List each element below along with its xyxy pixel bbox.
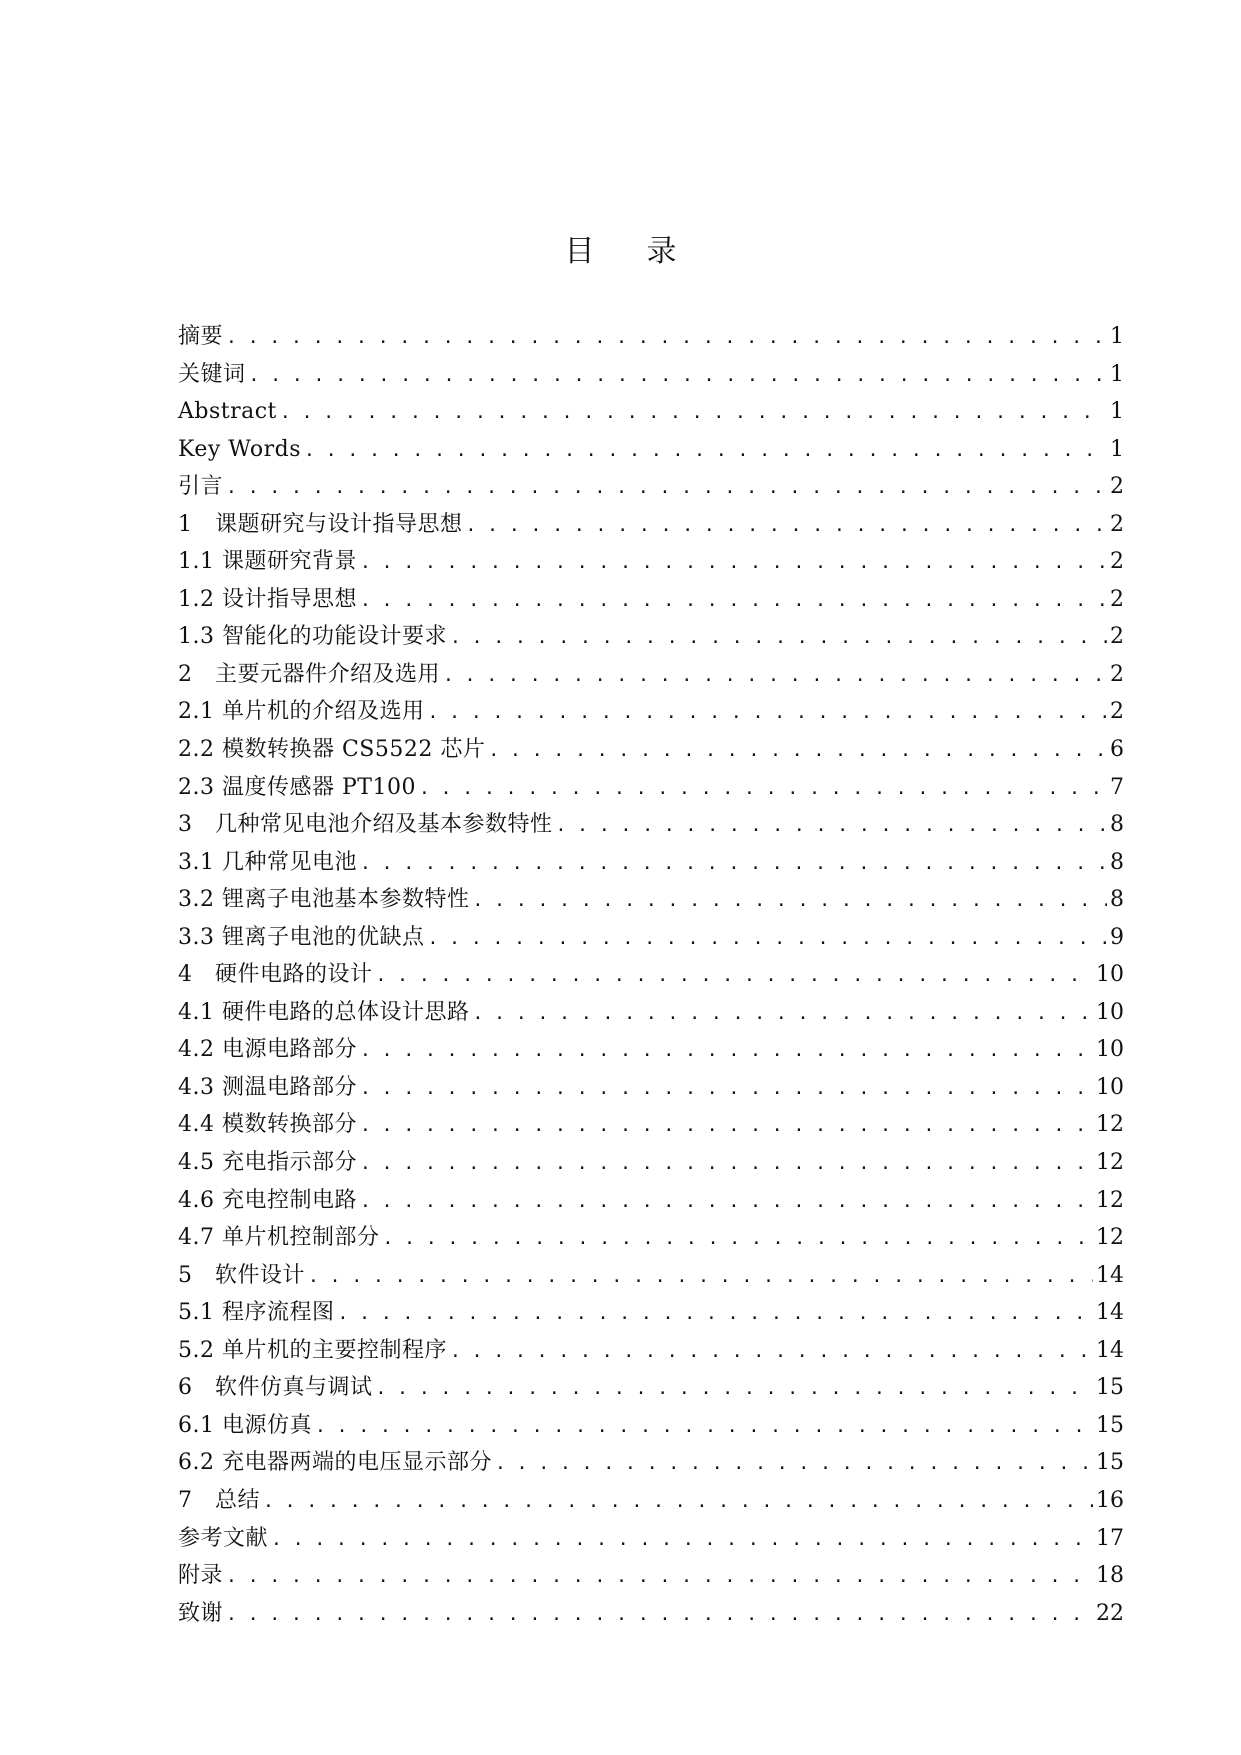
toc-entry-page-number: 2 bbox=[1110, 661, 1124, 687]
toc-entry-page-number: 1 bbox=[1110, 399, 1124, 425]
toc-entry-page-number: 8 bbox=[1110, 887, 1124, 913]
toc-leader-dots bbox=[337, 1295, 1093, 1333]
toc-entry[interactable] bbox=[178, 693, 1124, 731]
toc-entry-page-number: 2 bbox=[1110, 624, 1124, 650]
toc-entry-label: 7 总结 bbox=[178, 1487, 260, 1513]
toc-entry-label: 5.2 单片机的主要控制程序 bbox=[178, 1337, 447, 1363]
toc-entry[interactable] bbox=[178, 1182, 1124, 1220]
toc-leader-dots bbox=[488, 732, 1107, 770]
toc-entry-page-number: 10 bbox=[1096, 1074, 1124, 1100]
toc-entry-label: 4.2 电源电路部分 bbox=[178, 1037, 357, 1063]
toc-entry-page-number: 2 bbox=[1110, 549, 1124, 575]
toc-entry-page-number: 6 bbox=[1110, 737, 1124, 763]
toc-entry-label: Key Words bbox=[178, 436, 302, 462]
toc-entry-label: 4.6 充电控制电路 bbox=[178, 1187, 357, 1213]
toc-leader-dots bbox=[360, 544, 1107, 582]
toc-entry-label: 5.1 程序流程图 bbox=[178, 1300, 335, 1326]
toc-entry-label: 参考文献 bbox=[178, 1525, 269, 1551]
toc-entry-label: 4 硬件电路的设计 bbox=[178, 962, 373, 988]
toc-entry-page-number: 15 bbox=[1096, 1450, 1124, 1476]
toc-entry-page-number: 14 bbox=[1096, 1300, 1124, 1326]
toc-entry-label: 5 软件设计 bbox=[178, 1262, 305, 1288]
toc-leader-dots bbox=[315, 1408, 1093, 1446]
toc-entry-label: 3.2 锂离子电池基本参数特性 bbox=[178, 887, 470, 913]
toc-leader-dots bbox=[419, 770, 1107, 808]
toc-entry[interactable] bbox=[178, 731, 1124, 769]
toc-leader-dots bbox=[271, 1521, 1093, 1559]
toc-entry-page-number: 10 bbox=[1096, 999, 1124, 1025]
toc-entry-label: 1.1 课题研究背景 bbox=[178, 549, 357, 575]
toc-entry-label: 2 主要元器件介绍及选用 bbox=[178, 661, 440, 687]
toc-entry[interactable] bbox=[178, 1595, 1124, 1633]
toc-entry[interactable] bbox=[178, 581, 1124, 619]
toc-entry[interactable] bbox=[178, 1144, 1124, 1182]
toc-entry[interactable] bbox=[178, 881, 1124, 919]
toc-entry-page-number: 15 bbox=[1096, 1375, 1124, 1401]
toc-entry-page-number: 2 bbox=[1110, 699, 1124, 725]
toc-leader-dots bbox=[360, 845, 1107, 883]
toc-leader-dots bbox=[360, 1145, 1093, 1183]
toc-entry[interactable] bbox=[178, 1219, 1124, 1257]
toc-entry-label: 关键词 bbox=[178, 361, 246, 387]
toc-entry-page-number: 14 bbox=[1096, 1337, 1124, 1363]
toc-entry[interactable] bbox=[178, 1257, 1124, 1295]
toc-entry-label: 4.5 充电指示部分 bbox=[178, 1150, 357, 1176]
toc-entry-page-number: 16 bbox=[1096, 1487, 1124, 1513]
page-title: 目录 bbox=[564, 234, 729, 269]
toc-leader-dots bbox=[472, 882, 1107, 920]
toc-entry-page-number: 7 bbox=[1110, 774, 1124, 800]
toc-entry-page-number: 12 bbox=[1096, 1150, 1124, 1176]
toc-leader-dots bbox=[556, 807, 1108, 845]
toc-leader-dots bbox=[249, 357, 1107, 395]
toc-entry-page-number: 12 bbox=[1096, 1225, 1124, 1251]
toc-entry[interactable] bbox=[178, 468, 1124, 506]
toc-leader-dots bbox=[308, 1258, 1093, 1296]
toc-entry[interactable] bbox=[178, 1294, 1124, 1332]
toc-leader-dots bbox=[226, 319, 1107, 357]
toc-entry-label: 1 课题研究与设计指导思想 bbox=[178, 511, 463, 537]
toc-entry-label: 2.1 单片机的介绍及选用 bbox=[178, 699, 425, 725]
toc-leader-dots bbox=[495, 1445, 1093, 1483]
toc-entry[interactable] bbox=[178, 431, 1124, 469]
toc-entry-page-number: 2 bbox=[1110, 474, 1124, 500]
toc-leader-dots bbox=[466, 507, 1108, 545]
toc-leader-dots bbox=[443, 657, 1107, 695]
toc-entry[interactable] bbox=[178, 1482, 1124, 1520]
table-of-contents bbox=[178, 318, 1124, 1632]
toc-entry-label: 摘要 bbox=[178, 324, 224, 349]
toc-entry-page-number: 10 bbox=[1096, 1037, 1124, 1063]
toc-leader-dots bbox=[376, 1370, 1094, 1408]
toc-entry[interactable] bbox=[178, 1444, 1124, 1482]
toc-entry[interactable] bbox=[178, 994, 1124, 1032]
toc-leader-dots bbox=[226, 1596, 1093, 1634]
toc-entry[interactable] bbox=[178, 318, 1124, 356]
toc-leader-dots bbox=[450, 619, 1107, 657]
toc-entry[interactable] bbox=[178, 543, 1124, 581]
toc-entry[interactable] bbox=[178, 844, 1124, 882]
toc-leader-dots bbox=[360, 1183, 1093, 1221]
toc-leader-dots bbox=[226, 1558, 1093, 1596]
toc-entry[interactable] bbox=[178, 356, 1124, 394]
toc-entry-page-number: 22 bbox=[1096, 1600, 1124, 1626]
toc-entry[interactable] bbox=[178, 1106, 1124, 1144]
toc-entry-page-number: 2 bbox=[1110, 511, 1124, 537]
toc-entry-label: 2.2 模数转换器 CS5522 芯片 bbox=[178, 737, 486, 763]
toc-leader-dots bbox=[263, 1483, 1093, 1521]
toc-entry-label: 3.3 锂离子电池的优缺点 bbox=[178, 924, 425, 950]
toc-entry[interactable] bbox=[178, 1407, 1124, 1445]
toc-entry[interactable] bbox=[178, 1332, 1124, 1370]
toc-entry-label: 4.1 硬件电路的总体设计思路 bbox=[178, 999, 470, 1025]
toc-entry-page-number: 12 bbox=[1096, 1187, 1124, 1213]
toc-entry-label: 6 软件仿真与调试 bbox=[178, 1375, 373, 1401]
toc-entry[interactable] bbox=[178, 806, 1124, 844]
toc-entry-page-number: 8 bbox=[1110, 812, 1124, 838]
toc-entry[interactable] bbox=[178, 1031, 1124, 1069]
toc-entry-page-number: 10 bbox=[1096, 962, 1124, 988]
toc-entry-label: 2.3 温度传感器 PT100 bbox=[178, 774, 416, 800]
toc-entry-label: Abstract bbox=[178, 399, 277, 425]
toc-leader-dots bbox=[450, 1333, 1093, 1371]
toc-entry-label: 1.3 智能化的功能设计要求 bbox=[178, 624, 447, 650]
toc-entry[interactable] bbox=[178, 1069, 1124, 1107]
toc-leader-dots bbox=[304, 432, 1107, 470]
toc-leader-dots bbox=[376, 957, 1094, 995]
toc-entry[interactable] bbox=[178, 1369, 1124, 1407]
toc-leader-dots bbox=[427, 694, 1107, 732]
toc-entry-label: 3.1 几种常见电池 bbox=[178, 849, 357, 875]
toc-entry[interactable] bbox=[178, 769, 1124, 807]
toc-leader-dots bbox=[360, 582, 1107, 620]
toc-entry[interactable] bbox=[178, 1520, 1124, 1558]
toc-leader-dots bbox=[382, 1220, 1093, 1258]
toc-entry-label: 6.1 电源仿真 bbox=[178, 1412, 312, 1438]
toc-entry-page-number: 12 bbox=[1096, 1112, 1124, 1138]
toc-entry-label: 致谢 bbox=[178, 1600, 224, 1626]
toc-entry-page-number: 9 bbox=[1110, 924, 1124, 950]
toc-entry-page-number: 17 bbox=[1096, 1525, 1124, 1551]
toc-entry-label: 3 几种常见电池介绍及基本参数特性 bbox=[178, 812, 553, 838]
toc-leader-dots bbox=[360, 1070, 1093, 1108]
toc-entry[interactable] bbox=[178, 919, 1124, 957]
toc-entry[interactable] bbox=[178, 956, 1124, 994]
toc-entry-page-number: 1 bbox=[1110, 324, 1124, 349]
toc-leader-dots bbox=[360, 1107, 1093, 1145]
toc-entry-label: 4.4 模数转换部分 bbox=[178, 1112, 357, 1138]
toc-entry[interactable] bbox=[178, 618, 1124, 656]
toc-entry-page-number: 8 bbox=[1110, 849, 1124, 875]
toc-entry[interactable] bbox=[178, 506, 1124, 544]
toc-leader-dots bbox=[226, 469, 1107, 507]
toc-entry-page-number: 2 bbox=[1110, 586, 1124, 612]
toc-entry[interactable] bbox=[178, 1557, 1124, 1595]
toc-entry-page-number: 18 bbox=[1096, 1563, 1124, 1589]
toc-leader-dots bbox=[360, 1032, 1093, 1070]
toc-entry-label: 4.7 单片机控制部分 bbox=[178, 1225, 380, 1251]
toc-leader-dots bbox=[280, 394, 1107, 432]
toc-entry-label: 4.3 测温电路部分 bbox=[178, 1074, 357, 1100]
toc-entry-page-number: 1 bbox=[1110, 361, 1124, 387]
toc-entry-label: 引言 bbox=[178, 474, 224, 500]
toc-entry-label: 1.2 设计指导思想 bbox=[178, 586, 357, 612]
toc-entry-page-number: 1 bbox=[1110, 436, 1124, 462]
toc-entry-page-number: 15 bbox=[1096, 1412, 1124, 1438]
toc-leader-dots bbox=[427, 920, 1107, 958]
toc-leader-dots bbox=[472, 995, 1093, 1033]
toc-entry-page-number: 14 bbox=[1096, 1262, 1124, 1288]
toc-entry[interactable] bbox=[178, 393, 1124, 431]
toc-entry-label: 附录 bbox=[178, 1563, 224, 1589]
toc-entry-label: 6.2 充电器两端的电压显示部分 bbox=[178, 1450, 492, 1476]
toc-entry[interactable] bbox=[178, 656, 1124, 694]
